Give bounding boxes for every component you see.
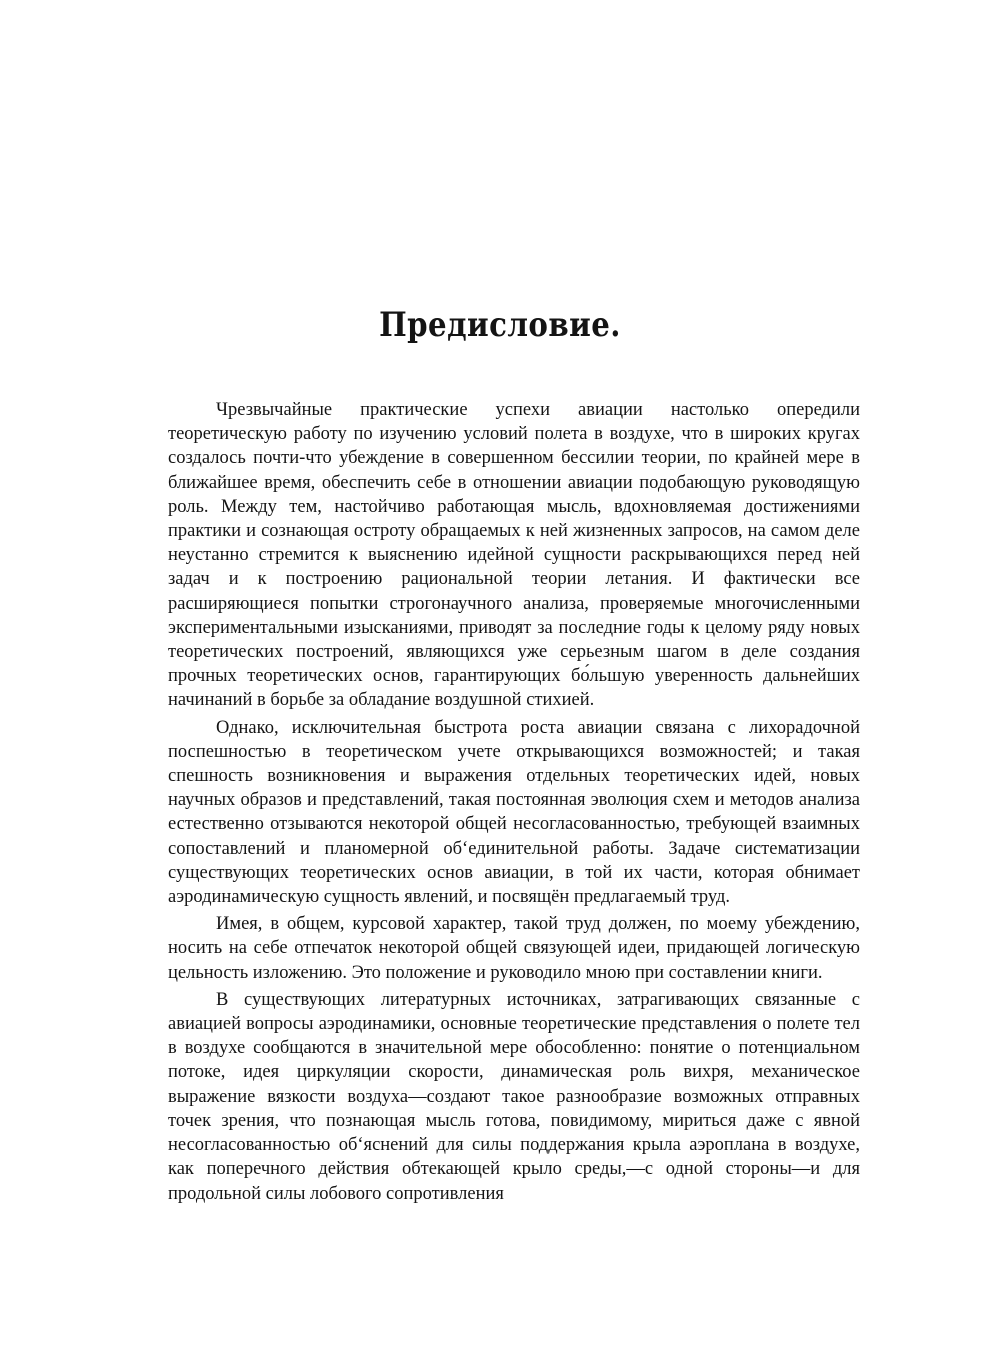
paragraph-4: В существующих литературных источниках, затрагивающих связанные с авиацией вопросы аэродинамики, основные теоретические представления о полете тел в воздухе сообщаются в значительной мере обособленно: понятие о потенциальном потоке, идея циркуляции скорости, динамическая роль вихря, механическое выражение вязкости воздуха—создают такое разнообразие возможных отправных точек зрения, что познающая мысль готова, повидимому, мириться даже с явной несогласованностью об‘яснений для силы поддержания крыла аэроплана в воздухе, как поперечного действия обтекающей крыло среды,—с одной стороны—и для продольной силы лобового сопротивления bbox=[168, 989, 860, 1204]
body-text bbox=[168, 398, 860, 1206]
paragraph-1: Чрезвычайные практические успехи авиации настолько опередили теоретическую работу по изучению условий полета в воздухе, что в широких кругах создалось почти-что убеждение в совершенном бессилии теории, по крайней мере в ближайшее время, обеспечить себе в отношении авиации подобающую руководящую роль. Между тем, настойчиво работающая мысль, вдохновляемая достижениями практики и сознающая остроту обращаемых к ней жизненных запросов, на самом деле неустанно стремится к выяснению идейной сущности раскрывающихся перед ней задач и к построению рациональной теории летания. И фактически все расширяющиеся попытки строгонаучного анализа, проверяемые многочисленными экспериментальными изысканиями, приводят за последние годы к целому ряду новых теоретических построений, являющихся уже серьезным шагом в деле создания прочных теоретических основ, гарантирующих бо́льшую уверенность дальнейших начинаний в борьбе за обладание воздушной стихией. bbox=[168, 400, 860, 711]
page-title: Предисловие. bbox=[379, 305, 621, 345]
paragraph-3: Имея, в общем, курсовой характер, такой труд должен, по моему убеждению, носить на себе отпечаток некоторой общей связующей идеи, придающей логическую цельность изложению. Это положение и руководило мною при составлении книги. bbox=[168, 914, 860, 983]
paragraph-2: Однако, исключительная быстрота роста авиации связана с лихорадочной поспешностью в теоретическом учете открывающихся возможностей; и такая спешность возникновения и выражения отдельных теоретических идей, новых научных образов и представлений, такая постоянная эволюция схем и методов анализа естественно отзываются некоторой общей несогласованностью, требующей взаимных сопоставлений и планомерной об‘единительной работы. Задаче систематизации существующих теоретических основ авиации, в той их части, которая обнимает аэродинамическую сущность явлений, и посвящён предлагаемый труд. bbox=[168, 717, 860, 908]
